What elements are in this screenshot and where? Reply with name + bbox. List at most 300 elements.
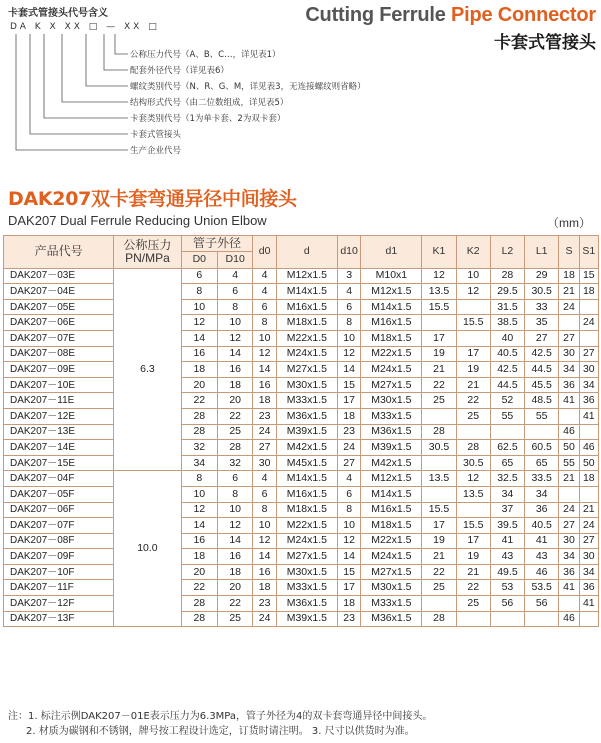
cell-d0: 28 <box>181 611 217 627</box>
cell-d10: 10 <box>337 518 361 534</box>
cell-d0: 4 <box>253 268 277 284</box>
header-k2: K2 <box>456 236 490 269</box>
cell-d10: 12 <box>337 346 361 362</box>
cell-d10: 12 <box>218 330 253 346</box>
cell-l2: 42.5 <box>490 362 524 378</box>
cell-d1: M33x1.5 <box>361 408 422 424</box>
cell-l2: 56 <box>490 596 524 612</box>
cell-d0: 20 <box>181 377 217 393</box>
cell-code: DAK207－08F <box>4 533 114 549</box>
cell-d1: M16x1.5 <box>361 315 422 331</box>
cell-d10: 8 <box>337 315 361 331</box>
cell-k2: 10 <box>456 268 490 284</box>
cell-s1 <box>579 330 598 346</box>
table-row <box>4 268 599 284</box>
cell-d0: 8 <box>181 284 217 300</box>
cell-s1: 41 <box>579 408 598 424</box>
cell-d0: 12 <box>253 346 277 362</box>
cell-d1: M30x1.5 <box>361 393 422 409</box>
cell-l2: 38.5 <box>490 315 524 331</box>
cell-code: DAK207－04E <box>4 284 114 300</box>
cell-s1: 36 <box>579 393 598 409</box>
cell-s: 18 <box>559 268 579 284</box>
cell-k1: 19 <box>422 533 456 549</box>
cell-d10: 27 <box>337 455 361 471</box>
cell-d0: 14 <box>181 330 217 346</box>
cell-d10: 6 <box>218 284 253 300</box>
cell-d0: 8 <box>181 471 217 487</box>
cell-code: DAK207－05F <box>4 486 114 502</box>
cell-d10: 25 <box>218 424 253 440</box>
cell-d0: 32 <box>181 440 217 456</box>
cell-s1: 24 <box>579 315 598 331</box>
cell-l2: 40 <box>490 330 524 346</box>
cell-d1: M14x1.5 <box>361 299 422 315</box>
cell-code: DAK207－10F <box>4 564 114 580</box>
cell-pressure: 10.0 <box>114 471 181 627</box>
cell-d10: 23 <box>337 424 361 440</box>
cell-d10: 15 <box>337 564 361 580</box>
cell-d10: 22 <box>218 596 253 612</box>
cell-d: M30x1.5 <box>276 564 337 580</box>
cell-d0: 24 <box>253 424 277 440</box>
cell-d0: 6 <box>181 268 217 284</box>
cell-d1: M39x1.5 <box>361 440 422 456</box>
cell-d1: M27x1.5 <box>361 564 422 580</box>
cell-code: DAK207－05E <box>4 299 114 315</box>
cell-k2 <box>456 502 490 518</box>
cell-k2: 30.5 <box>456 455 490 471</box>
header-D10: D10 <box>218 251 253 268</box>
cell-d1: M33x1.5 <box>361 596 422 612</box>
cell-code: DAK207－14E <box>4 440 114 456</box>
cell-code: DAK207－15E <box>4 455 114 471</box>
cell-d0: 16 <box>253 377 277 393</box>
cell-d10: 10 <box>218 315 253 331</box>
cell-k2: 28 <box>456 440 490 456</box>
cell-d0: 4 <box>253 471 277 487</box>
cell-d10: 12 <box>218 518 253 534</box>
cell-k1: 12 <box>422 268 456 284</box>
cell-d0: 14 <box>181 518 217 534</box>
note-line: 注：1. 标注示例DAK207－01E表示压力为6.3MPa，管子外径为4的双卡套弯通异径中间接头。 <box>8 711 433 722</box>
cell-s: 36 <box>559 377 579 393</box>
cell-d1: M24x1.5 <box>361 362 422 378</box>
cell-d0: 18 <box>253 580 277 596</box>
cell-s: 41 <box>559 580 579 596</box>
cell-code: DAK207－04F <box>4 471 114 487</box>
cell-d0: 22 <box>181 393 217 409</box>
cell-d0: 28 <box>181 408 217 424</box>
code-legend-lines <box>0 0 140 160</box>
header-d0: d0 <box>253 236 277 269</box>
cell-code: DAK207－09E <box>4 362 114 378</box>
table-row <box>4 330 599 346</box>
cell-d: M24x1.5 <box>276 346 337 362</box>
cell-d0: 10 <box>181 486 217 502</box>
cell-d: M18x1.5 <box>276 502 337 518</box>
cell-l1: 27 <box>525 330 559 346</box>
cell-d10: 8 <box>337 502 361 518</box>
cell-s: 46 <box>559 424 579 440</box>
cell-d: M18x1.5 <box>276 315 337 331</box>
cell-l1: 41 <box>525 533 559 549</box>
cell-d10: 10 <box>218 502 253 518</box>
cell-k2: 21 <box>456 377 490 393</box>
cell-d0: 4 <box>253 284 277 300</box>
code-legend-item: 配套外径代号（详见表6） <box>130 66 229 76</box>
brand-title-zh: 卡套式管接头 <box>494 33 596 53</box>
cell-d: M27x1.5 <box>276 362 337 378</box>
header-k1: K1 <box>422 236 456 269</box>
cell-k2: 21 <box>456 564 490 580</box>
cell-d: M39x1.5 <box>276 424 337 440</box>
cell-k1: 28 <box>422 424 456 440</box>
cell-d1: M36x1.5 <box>361 611 422 627</box>
header-D0: D0 <box>181 251 217 268</box>
header-d: d <box>276 236 337 269</box>
cell-d10: 22 <box>218 408 253 424</box>
spec-table-body <box>4 268 599 627</box>
cell-l1: 44.5 <box>525 362 559 378</box>
cell-l2: 39.5 <box>490 518 524 534</box>
header-s1: S1 <box>579 236 598 269</box>
cell-code: DAK207－10E <box>4 377 114 393</box>
cell-k1 <box>422 486 456 502</box>
table-row <box>4 284 599 300</box>
table-row <box>4 408 599 424</box>
cell-l1: 33.5 <box>525 471 559 487</box>
cell-d10: 4 <box>337 284 361 300</box>
cell-d10: 4 <box>218 268 253 284</box>
cell-l1: 33 <box>525 299 559 315</box>
code-legend-title: 卡套式管接头代号含义 <box>8 8 108 19</box>
cell-d10: 12 <box>337 533 361 549</box>
table-row <box>4 424 599 440</box>
cell-s1: 36 <box>579 580 598 596</box>
cell-l2: 65 <box>490 455 524 471</box>
cell-code: DAK207－12E <box>4 408 114 424</box>
header-pressure: 公称压力 PN/MPa <box>114 236 181 269</box>
cell-k1: 17 <box>422 330 456 346</box>
cell-k2 <box>456 611 490 627</box>
cell-d0: 16 <box>181 533 217 549</box>
cell-k2: 22 <box>456 393 490 409</box>
cell-d10: 10 <box>337 330 361 346</box>
code-legend-item: 螺纹类别代号（N、R、G、M，详见表3，无连接螺纹则省略） <box>130 82 366 92</box>
cell-k1: 21 <box>422 362 456 378</box>
cell-d0: 24 <box>253 611 277 627</box>
cell-d0: 18 <box>181 362 217 378</box>
cell-s1: 15 <box>579 268 598 284</box>
cell-s: 21 <box>559 471 579 487</box>
cell-k1 <box>422 315 456 331</box>
cell-l2: 53 <box>490 580 524 596</box>
cell-d1: M24x1.5 <box>361 549 422 565</box>
cell-k2: 17 <box>456 346 490 362</box>
cell-d10: 15 <box>337 377 361 393</box>
cell-d1: M42x1.5 <box>361 455 422 471</box>
cell-s1: 46 <box>579 440 598 456</box>
cell-d0: 16 <box>253 564 277 580</box>
cell-d10: 4 <box>337 471 361 487</box>
cell-d: M27x1.5 <box>276 549 337 565</box>
cell-l1: 30.5 <box>525 284 559 300</box>
product-title: DAK207双卡套弯通异径中间接头 <box>8 188 297 210</box>
cell-d0: 12 <box>181 315 217 331</box>
cell-k1: 15.5 <box>422 502 456 518</box>
cell-s: 41 <box>559 393 579 409</box>
cell-d1: M30x1.5 <box>361 580 422 596</box>
cell-s: 27 <box>559 330 579 346</box>
cell-s1: 30 <box>579 362 598 378</box>
cell-d1: M18x1.5 <box>361 330 422 346</box>
header-pipe-od: 管子外径 <box>181 236 253 252</box>
cell-d10: 18 <box>337 408 361 424</box>
cell-k2: 17 <box>456 533 490 549</box>
cell-k1: 19 <box>422 346 456 362</box>
cell-l2: 52 <box>490 393 524 409</box>
cell-d0: 30 <box>253 455 277 471</box>
note-line: 2. 材质为碳钢和不锈钢，牌号按工程设计选定，订货时请注明。 3. 尺寸以供货时为准。 <box>26 726 415 737</box>
cell-d1: M22x1.5 <box>361 346 422 362</box>
cell-k1: 22 <box>422 564 456 580</box>
cell-d0: 8 <box>253 315 277 331</box>
cell-d10: 17 <box>337 580 361 596</box>
cell-s <box>559 596 579 612</box>
cell-code: DAK207－06F <box>4 502 114 518</box>
spec-table <box>3 235 599 627</box>
cell-d10: 24 <box>337 440 361 456</box>
header-row <box>4 236 599 252</box>
cell-k2: 19 <box>456 549 490 565</box>
table-row <box>4 455 599 471</box>
cell-d: M33x1.5 <box>276 393 337 409</box>
cell-s1: 41 <box>579 596 598 612</box>
cell-k2: 12 <box>456 471 490 487</box>
cell-l1: 43 <box>525 549 559 565</box>
cell-s1: 34 <box>579 564 598 580</box>
table-row <box>4 346 599 362</box>
cell-d0: 6 <box>253 486 277 502</box>
cell-k2: 12 <box>456 284 490 300</box>
cell-d0: 12 <box>181 502 217 518</box>
cell-d0: 14 <box>253 549 277 565</box>
cell-s: 27 <box>559 518 579 534</box>
cell-k1: 17 <box>422 518 456 534</box>
cell-d: M36x1.5 <box>276 408 337 424</box>
cell-d1: M36x1.5 <box>361 424 422 440</box>
header-code: 产品代号 <box>4 236 114 269</box>
cell-k2: 25 <box>456 408 490 424</box>
cell-code: DAK207－06E <box>4 315 114 331</box>
cell-d0: 12 <box>253 533 277 549</box>
cell-d: M22x1.5 <box>276 330 337 346</box>
cell-s <box>559 486 579 502</box>
table-row <box>4 486 599 502</box>
cell-code: DAK207－07E <box>4 330 114 346</box>
cell-k2 <box>456 330 490 346</box>
cell-l1: 60.5 <box>525 440 559 456</box>
unit-label: （mm） <box>547 216 591 230</box>
cell-k1 <box>422 455 456 471</box>
code-legend-item: 卡套类别代号（1为单卡套、2为双卡套） <box>130 114 286 124</box>
cell-d0: 27 <box>253 440 277 456</box>
cell-d10: 17 <box>337 393 361 409</box>
cell-l2: 49.5 <box>490 564 524 580</box>
cell-code: DAK207－09F <box>4 549 114 565</box>
cell-s: 34 <box>559 362 579 378</box>
cell-s: 24 <box>559 299 579 315</box>
cell-s1 <box>579 486 598 502</box>
header-d10: d10 <box>337 236 361 269</box>
cell-code: DAK207－13F <box>4 611 114 627</box>
cell-d1: M16x1.5 <box>361 502 422 518</box>
cell-l2: 31.5 <box>490 299 524 315</box>
cell-d10: 14 <box>337 362 361 378</box>
code-legend-item: 卡套式管接头 <box>130 130 182 140</box>
cell-s1: 34 <box>579 377 598 393</box>
cell-l2: 62.5 <box>490 440 524 456</box>
cell-l2: 28 <box>490 268 524 284</box>
table-row <box>4 471 599 487</box>
notes <box>8 709 432 739</box>
cell-d: M30x1.5 <box>276 377 337 393</box>
cell-d10: 20 <box>218 393 253 409</box>
cell-d: M36x1.5 <box>276 596 337 612</box>
cell-l1: 55 <box>525 408 559 424</box>
cell-code: DAK207－03E <box>4 268 114 284</box>
table-row <box>4 393 599 409</box>
cell-l2: 40.5 <box>490 346 524 362</box>
cell-d: M14x1.5 <box>276 284 337 300</box>
cell-s1: 18 <box>579 471 598 487</box>
cell-l1: 35 <box>525 315 559 331</box>
cell-d: M42x1.5 <box>276 440 337 456</box>
cell-k2: 22 <box>456 580 490 596</box>
cell-s: 24 <box>559 502 579 518</box>
cell-l2: 44.5 <box>490 377 524 393</box>
cell-s1: 50 <box>579 455 598 471</box>
cell-l1: 65 <box>525 455 559 471</box>
cell-d10: 23 <box>337 611 361 627</box>
cell-code: DAK207－11E <box>4 393 114 409</box>
cell-s1: 30 <box>579 549 598 565</box>
cell-l2: 29.5 <box>490 284 524 300</box>
product-subtitle: DAK207 Dual Ferrule Reducing Union Elbow <box>8 213 267 228</box>
cell-l1: 53.5 <box>525 580 559 596</box>
cell-s: 46 <box>559 611 579 627</box>
cell-d0: 14 <box>253 362 277 378</box>
cell-k1: 25 <box>422 393 456 409</box>
brand-title-en: Cutting Ferrule Pipe Connector <box>305 4 596 26</box>
cell-d10: 16 <box>218 549 253 565</box>
cell-d10: 6 <box>218 471 253 487</box>
cell-s <box>559 315 579 331</box>
cell-d10: 32 <box>218 455 253 471</box>
cell-d1: M10x1 <box>361 268 422 284</box>
cell-d10: 3 <box>337 268 361 284</box>
cell-d1: M14x1.5 <box>361 486 422 502</box>
header-l1: L1 <box>525 236 559 269</box>
cell-d0: 28 <box>181 424 217 440</box>
cell-d10: 20 <box>218 580 253 596</box>
cell-code: DAK207－12F <box>4 596 114 612</box>
cell-k2 <box>456 299 490 315</box>
table-row <box>4 518 599 534</box>
cell-d1: M12x1.5 <box>361 284 422 300</box>
cell-l1: 40.5 <box>525 518 559 534</box>
cell-l1: 34 <box>525 486 559 502</box>
cell-d0: 10 <box>253 330 277 346</box>
cell-d: M14x1.5 <box>276 471 337 487</box>
cell-d0: 6 <box>253 299 277 315</box>
cell-s: 34 <box>559 549 579 565</box>
header-l2: L2 <box>490 236 524 269</box>
cell-d0: 23 <box>253 408 277 424</box>
header-d1: d1 <box>361 236 422 269</box>
cell-l2: 55 <box>490 408 524 424</box>
cell-d0: 34 <box>181 455 217 471</box>
cell-d10: 16 <box>218 362 253 378</box>
cell-d1: M12x1.5 <box>361 471 422 487</box>
table-row <box>4 611 599 627</box>
cell-d: M12x1.5 <box>276 268 337 284</box>
cell-code: DAK207－08E <box>4 346 114 362</box>
cell-s1 <box>579 424 598 440</box>
cell-k1: 25 <box>422 580 456 596</box>
cell-s: 30 <box>559 346 579 362</box>
cell-s: 36 <box>559 564 579 580</box>
cell-d1: M18x1.5 <box>361 518 422 534</box>
cell-d: M39x1.5 <box>276 611 337 627</box>
cell-code: DAK207－11F <box>4 580 114 596</box>
table-row <box>4 564 599 580</box>
table-row <box>4 502 599 518</box>
cell-d0: 18 <box>181 549 217 565</box>
cell-l1: 46 <box>525 564 559 580</box>
table-row <box>4 377 599 393</box>
cell-l1: 45.5 <box>525 377 559 393</box>
cell-pressure: 6.3 <box>114 268 181 471</box>
cell-d0: 23 <box>253 596 277 612</box>
cell-d10: 6 <box>337 486 361 502</box>
cell-k1 <box>422 596 456 612</box>
table-row <box>4 362 599 378</box>
cell-k2: 25 <box>456 596 490 612</box>
cell-d0: 22 <box>181 580 217 596</box>
cell-l2 <box>490 611 524 627</box>
cell-d0: 28 <box>181 596 217 612</box>
cell-l1: 29 <box>525 268 559 284</box>
cell-k2: 19 <box>456 362 490 378</box>
cell-k1: 30.5 <box>422 440 456 456</box>
cell-k1 <box>422 408 456 424</box>
cell-d10: 6 <box>337 299 361 315</box>
cell-l2: 32.5 <box>490 471 524 487</box>
code-legend-item: 公称压力代号（A、B、C…，详见表1） <box>130 50 281 60</box>
header-s: S <box>559 236 579 269</box>
cell-d10: 18 <box>218 377 253 393</box>
table-row <box>4 315 599 331</box>
cell-d10: 18 <box>337 596 361 612</box>
cell-d10: 8 <box>218 486 253 502</box>
cell-d: M22x1.5 <box>276 518 337 534</box>
cell-l1 <box>525 424 559 440</box>
cell-l1: 48.5 <box>525 393 559 409</box>
cell-d: M16x1.5 <box>276 299 337 315</box>
cell-s1: 27 <box>579 533 598 549</box>
